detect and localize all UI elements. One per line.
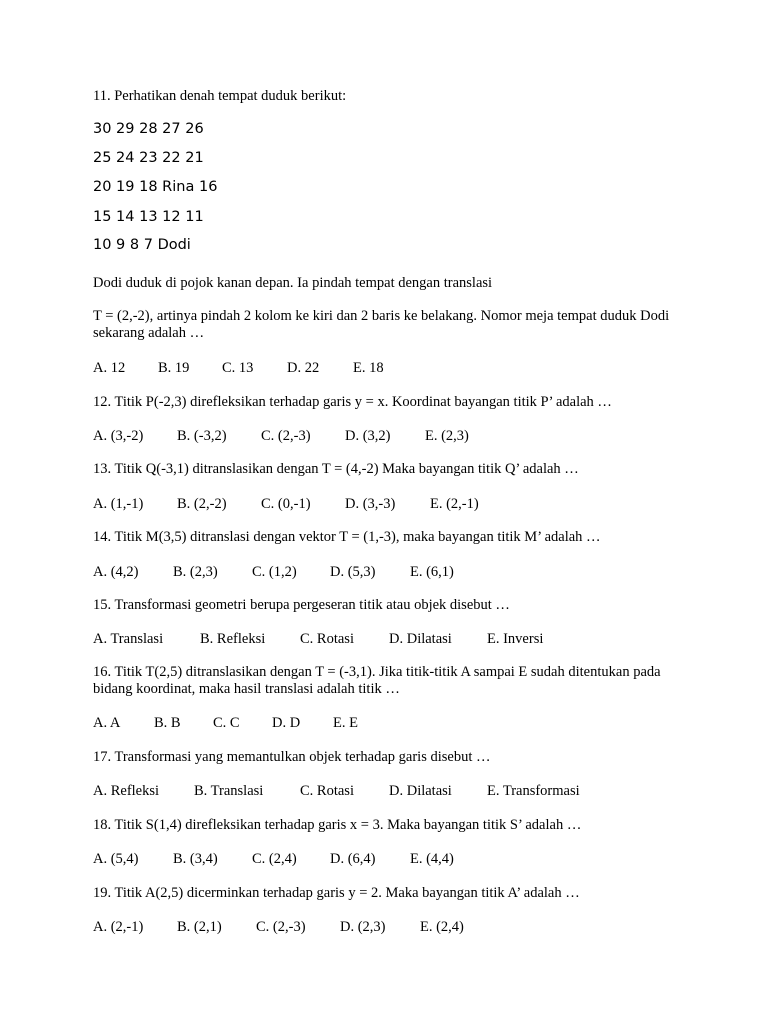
q19-question: 19. Titik A(2,5) dicerminkan terhadap garis y = 2. Maka bayangan titik A’ adalah … bbox=[93, 885, 580, 901]
q17-option-a[interactable]: A. Refleksi bbox=[93, 783, 160, 799]
q11-option-c[interactable]: C. 13 bbox=[222, 360, 254, 376]
q19-option-e[interactable]: E. (2,4) bbox=[420, 919, 464, 935]
q18-options bbox=[93, 850, 454, 868]
q15-option-b[interactable]: B. Refleksi bbox=[200, 631, 266, 647]
q14-option-e[interactable]: E. (6,1) bbox=[410, 564, 454, 580]
q19-option-d[interactable]: D. (2,3) bbox=[340, 919, 386, 935]
q13-option-d[interactable]: D. (3,-3) bbox=[345, 496, 396, 512]
q16-option-c[interactable]: C. C bbox=[213, 715, 240, 731]
q12-option-b[interactable]: B. (-3,2) bbox=[177, 428, 227, 444]
q14-option-b[interactable]: B. (2,3) bbox=[173, 564, 218, 580]
q19-option-b[interactable]: B. (2,1) bbox=[177, 919, 222, 935]
q17-option-c[interactable]: C. Rotasi bbox=[300, 783, 354, 799]
seat-row-2: 25 24 23 22 21 bbox=[93, 150, 204, 166]
q11-question-cont: T = (2,-2), artinya pindah 2 kolom ke kiri dan 2 baris ke belakang. Nomor meja tempat duduk Dodi sekarang adalah … bbox=[93, 308, 670, 341]
q18-question: 18. Titik S(1,4) direfleksikan terhadap garis x = 3. Maka bayangan titik S’ adalah … bbox=[93, 817, 582, 833]
q13-option-c[interactable]: C. (0,-1) bbox=[261, 496, 311, 512]
q15-options bbox=[93, 630, 543, 648]
q14-question: 14. Titik M(3,5) ditranslasi dengan vektor T = (1,-3), maka bayangan titik M’ adalah … bbox=[93, 529, 601, 545]
q13-question: 13. Titik Q(-3,1) ditranslasikan dengan T = (4,-2) Maka bayangan titik Q’ adalah … bbox=[93, 461, 579, 477]
q11-options bbox=[93, 359, 384, 377]
q18-option-e[interactable]: E. (4,4) bbox=[410, 851, 454, 867]
q16-option-d[interactable]: D. D bbox=[272, 715, 301, 731]
q11-question: 11. Perhatikan denah tempat duduk berikut: bbox=[93, 88, 347, 104]
q12-option-e[interactable]: E. (2,3) bbox=[425, 428, 469, 444]
q18-option-d[interactable]: D. (6,4) bbox=[330, 851, 376, 867]
q19-option-a[interactable]: A. (2,-1) bbox=[93, 919, 144, 935]
seat-row-3: 20 19 18 Rina 16 bbox=[93, 179, 218, 195]
q12-option-a[interactable]: A. (3,-2) bbox=[93, 428, 144, 444]
q15-option-e[interactable]: E. Inversi bbox=[487, 631, 544, 647]
q17-option-d[interactable]: D. Dilatasi bbox=[389, 783, 452, 799]
q12-option-d[interactable]: D. (3,2) bbox=[345, 428, 391, 444]
q13-option-a[interactable]: A. (1,-1) bbox=[93, 496, 144, 512]
q14-option-c[interactable]: C. (1,2) bbox=[252, 564, 297, 580]
q18-option-a[interactable]: A. (5,4) bbox=[93, 851, 139, 867]
q16-option-e[interactable]: E. E bbox=[333, 715, 358, 731]
q15-option-d[interactable]: D. Dilatasi bbox=[389, 631, 452, 647]
q15-option-a[interactable]: A. Translasi bbox=[93, 631, 164, 647]
q14-option-d[interactable]: D. (5,3) bbox=[330, 564, 376, 580]
q16-options bbox=[93, 714, 358, 732]
q11-option-e[interactable]: E. 18 bbox=[353, 360, 384, 376]
q19-option-c[interactable]: C. (2,-3) bbox=[256, 919, 306, 935]
q14-options bbox=[93, 563, 454, 581]
q19-options bbox=[93, 918, 464, 936]
q12-options bbox=[93, 427, 469, 445]
q17-question: 17. Transformasi yang memantulkan objek terhadap garis disebut … bbox=[93, 749, 491, 765]
q13-option-b[interactable]: B. (2,-2) bbox=[177, 496, 227, 512]
q17-option-e[interactable]: E. Transformasi bbox=[487, 783, 580, 799]
q12-option-c[interactable]: C. (2,-3) bbox=[261, 428, 311, 444]
q18-option-c[interactable]: C. (2,4) bbox=[252, 851, 297, 867]
q16-question: 16. Titik T(2,5) ditranslasikan dengan T = (-3,1). Jika titik-titik A sampai E sudah ditentukan pada bidang koordinat, maka hasil translasi adalah titik … bbox=[93, 664, 661, 697]
q17-options bbox=[93, 782, 580, 800]
q14-option-a[interactable]: A. (4,2) bbox=[93, 564, 139, 580]
q16-option-a[interactable]: A. A bbox=[93, 715, 121, 731]
q12-question: 12. Titik P(-2,3) direfleksikan terhadap garis y = x. Koordinat bayangan titik P’ adalah … bbox=[93, 394, 612, 410]
seat-row-5: 10 9 8 7 Dodi bbox=[93, 237, 191, 253]
seat-row-1: 30 29 28 27 26 bbox=[93, 121, 204, 137]
q16-option-b[interactable]: B. B bbox=[154, 715, 181, 731]
q18-option-b[interactable]: B. (3,4) bbox=[173, 851, 218, 867]
q11-option-b[interactable]: B. 19 bbox=[158, 360, 190, 376]
q11-option-d[interactable]: D. 22 bbox=[287, 360, 320, 376]
q15-option-c[interactable]: C. Rotasi bbox=[300, 631, 354, 647]
seat-row-4: 15 14 13 12 11 bbox=[93, 209, 204, 225]
q15-question: 15. Transformasi geometri berupa pergeseran titik atau objek disebut … bbox=[93, 597, 510, 613]
q11-context: Dodi duduk di pojok kanan depan. Ia pindah tempat dengan translasi bbox=[93, 275, 493, 291]
q17-option-b[interactable]: B. Translasi bbox=[194, 783, 264, 799]
q11-option-a[interactable]: A. 12 bbox=[93, 360, 126, 376]
q13-option-e[interactable]: E. (2,-1) bbox=[430, 496, 479, 512]
q13-options bbox=[93, 495, 479, 513]
